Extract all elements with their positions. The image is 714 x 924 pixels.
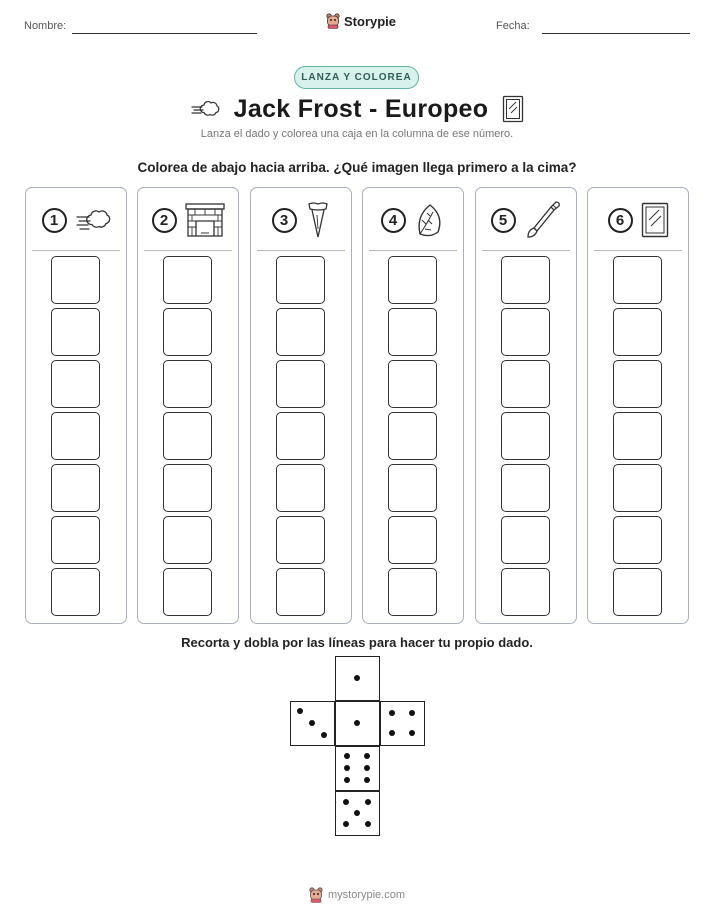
color-box[interactable] [388,256,437,304]
wind-gust-icon [190,97,220,121]
color-box[interactable] [51,308,100,356]
color-box[interactable] [163,412,212,460]
color-box[interactable] [163,464,212,512]
icicle-icon [305,201,331,239]
storypie-mascot-icon [309,887,323,903]
pip [309,720,315,726]
title-row [0,92,714,126]
column-header [251,200,351,240]
column-2 [137,187,239,624]
name-label: Nombre: [24,20,67,32]
footer-url[interactable]: mystorypie.com [327,889,406,901]
color-box[interactable] [388,412,437,460]
color-box[interactable] [276,308,325,356]
pip [365,821,371,827]
pip [344,777,350,783]
color-box[interactable] [613,360,662,408]
color-box[interactable] [501,308,550,356]
column-1 [25,187,127,624]
activity-badge: LANZA Y COLOREA [294,66,419,89]
color-box[interactable] [388,464,437,512]
window-icon [502,95,524,123]
column-6 [587,187,689,624]
fireplace-icon [185,202,225,238]
color-box[interactable] [163,568,212,616]
color-box[interactable] [388,568,437,616]
die-face-3 [290,701,335,746]
color-box[interactable] [388,360,437,408]
column-number: 4 [381,208,406,233]
color-box[interactable] [501,412,550,460]
storypie-mascot-icon [326,13,340,29]
color-box[interactable] [276,516,325,564]
pip [321,732,327,738]
paintbrush-icon [524,200,562,240]
column-divider [144,250,232,251]
pip [409,710,415,716]
column-number: 6 [608,208,633,233]
name-line [72,33,257,34]
pip [354,810,360,816]
color-box[interactable] [163,256,212,304]
cut-instruction: Recorta y dobla por las líneas para hacer tu propio dado. [181,635,533,650]
instruction: Colorea de abajo hacia arriba. ¿Qué imagen llega primero a la cima? [137,160,577,175]
pip [343,821,349,827]
pip [389,710,395,716]
color-box[interactable] [276,464,325,512]
column-header [588,200,688,240]
column-divider [482,250,570,251]
pip [344,765,350,771]
brand-logo [326,13,396,29]
color-box[interactable] [163,308,212,356]
subtitle: Lanza el dado y colorea una caja en la columna de ese número. [200,128,514,140]
pip [354,675,360,681]
pip [354,720,360,726]
column-number: 2 [152,208,177,233]
color-box[interactable] [388,516,437,564]
color-box[interactable] [276,568,325,616]
die-face-6 [335,746,380,791]
wind-gust-icon [75,205,111,235]
die-face-5 [335,791,380,836]
pip [409,730,415,736]
color-box[interactable] [51,568,100,616]
column-header [363,200,463,240]
column-number: 5 [491,208,516,233]
pip [344,753,350,759]
column-header [26,200,126,240]
page-title: Jack Frost - Europeo [233,94,489,123]
pip [364,777,370,783]
column-header [476,200,576,240]
column-5 [475,187,577,624]
color-box[interactable] [276,256,325,304]
pip [364,753,370,759]
footer [0,885,714,905]
pip [297,708,303,714]
die-face-4 [380,701,425,746]
column-3 [250,187,352,624]
column-4 [362,187,464,624]
pip [365,799,371,805]
brand-name: Storypie [344,13,397,29]
die-face-1 [335,656,380,701]
color-box[interactable] [613,256,662,304]
color-box[interactable] [613,412,662,460]
color-box[interactable] [613,516,662,564]
column-divider [257,250,345,251]
color-box[interactable] [501,360,550,408]
column-divider [594,250,682,251]
column-divider [369,250,457,251]
die-face-1 [335,701,380,746]
leaf-icon [414,202,446,238]
color-box[interactable] [51,412,100,460]
color-box[interactable] [501,464,550,512]
pip [364,765,370,771]
color-box[interactable] [501,568,550,616]
color-box[interactable] [163,360,212,408]
color-box[interactable] [276,412,325,460]
color-box[interactable] [613,464,662,512]
column-header [138,200,238,240]
color-box[interactable] [613,568,662,616]
color-box[interactable] [613,308,662,356]
color-box[interactable] [501,256,550,304]
pip [343,799,349,805]
color-box[interactable] [276,360,325,408]
window-icon [641,202,669,238]
pip [389,730,395,736]
color-box[interactable] [51,464,100,512]
date-line [542,33,690,34]
color-box[interactable] [51,256,100,304]
color-box[interactable] [51,360,100,408]
color-box[interactable] [501,516,550,564]
color-box[interactable] [51,516,100,564]
column-number: 3 [272,208,297,233]
column-number: 1 [42,208,67,233]
column-divider [32,250,120,251]
date-label: Fecha: [496,20,530,32]
color-box[interactable] [163,516,212,564]
color-box[interactable] [388,308,437,356]
